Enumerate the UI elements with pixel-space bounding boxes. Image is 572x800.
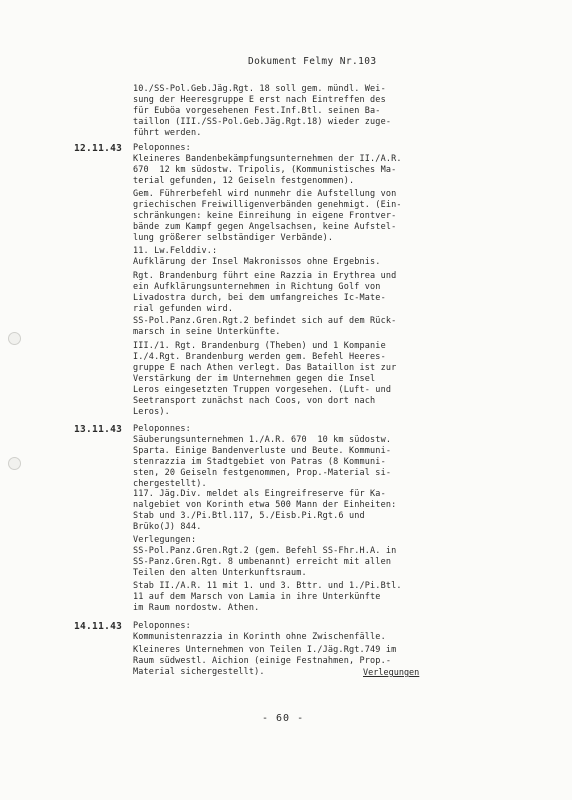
entry-paragraph: Verlegungen: SS-Pol.Panz.Gren.Rgt.2 (gem. Befehl SS-Fhr.H.A. in SS-Panz.Gren.Rgt. 8 umbenannt) erreicht mit allen Teilen den alten Unterkunftsraum. [133, 535, 397, 578]
document-header: Dokument Felmy Nr.103 [248, 56, 377, 67]
entry-paragraph: Kleineres Unternehmen von Teilen I./Jäg.Rgt.749 im Raum südwestl. Aichion (einige Festnahmen, Prop.- Material sichergestellt). [133, 645, 397, 677]
entry-paragraph: Gem. Führerbefehl wird nunmehr die Aufstellung von griechischen Freiwilligenverbänden genehmigt. (Ein- schränkungen: keine Einreihung in eigene Frontver- bände zum Kampf gegen Angelsachsen, keine Aufstel- lung größerer selbständiger Verbände). [133, 189, 402, 243]
entry-paragraph: Peloponnes: Kleineres Bandenbekämpfungsunternehmen der II./A.R. 670 12 km südostw. Tripolis, (Kommunistisches Ma- terial gefunden, 12 Geiseln festgenommen). [133, 143, 402, 186]
entry-paragraph: 117. Jäg.Div. meldet als Eingreifreserve für Ka- nalgebiet von Korinth etwa 500 Mann der Einheiten: Stab und 3./Pi.Btl.117, 5./Eisb.Pi.Rgt.6 und Brüko(J) 844. [133, 489, 397, 532]
entry-paragraph: Peloponnes: Säuberungsunternehmen 1./A.R. 670 10 km südostw. Sparta. Einige Bandenverluste und Beute. Kommuni- stenrazzia im Stadtgebiet von Patras (8 Kommuni- sten, 20 Geiseln festgenommen, Prop.-Material si- chergestellt). [133, 424, 392, 489]
entry-paragraph: Peloponnes: Kommunistenrazzia in Korinth ohne Zwischenfälle. [133, 621, 386, 642]
entry-paragraph: Stab II./A.R. 11 mit 1. und 3. Bttr. und 1./Pi.Btl. 11 auf dem Marsch von Lamia in ihre Unterkünfte im Raum nordostw. Athen. [133, 581, 402, 613]
punch-hole [8, 332, 21, 345]
entry-date: 13.11.43 [74, 424, 123, 435]
entry-date: 14.11.43 [74, 621, 123, 632]
entry-paragraph: Rgt. Brandenburg führt eine Razzia in Erythrea und ein Aufklärungsunternehmen in Richtung Golf von Livadostra durch, bei dem umfangreiches Ic-Mate- rial gefunden wird. [133, 271, 397, 314]
entry-paragraph: 11. Lw.Felddiv.: Aufklärung der Insel Makronissos ohne Ergebnis. [133, 246, 381, 267]
entry-paragraph: III./1. Rgt. Brandenburg (Theben) und 1 Kompanie I./4.Rgt. Brandenburg werden gem. Befehl Heeres- gruppe E nach Athen verlegt. Das Bataillon ist zur Verstärkung der im Unternehmen gegen die Insel Leros eingesetzten Truppen vorgesehen. (Luft- und Seetransport zunächst nach Coos, von dort nach Leros). [133, 341, 397, 417]
entry-paragraph: SS-Pol.Panz.Gren.Rgt.2 befindet sich auf dem Rück- marsch in seine Unterkünfte. [133, 316, 397, 337]
entry-date: 12.11.43 [74, 143, 123, 154]
punch-hole [8, 457, 21, 470]
entry-paragraph: 10./SS-Pol.Geb.Jäg.Rgt. 18 soll gem. mündl. Wei- sung der Heeresgruppe E erst nach Eintreffen des für Euböa vorgesehenen Fest.Inf.Btl. seinen Ba- taillon (III./SS-Pol.Geb.Jäg.Rgt.18) wieder zuge- führt werden. [133, 84, 392, 138]
signoff-label: Verlegungen [363, 668, 420, 678]
page-number: - 60 - [262, 713, 305, 724]
